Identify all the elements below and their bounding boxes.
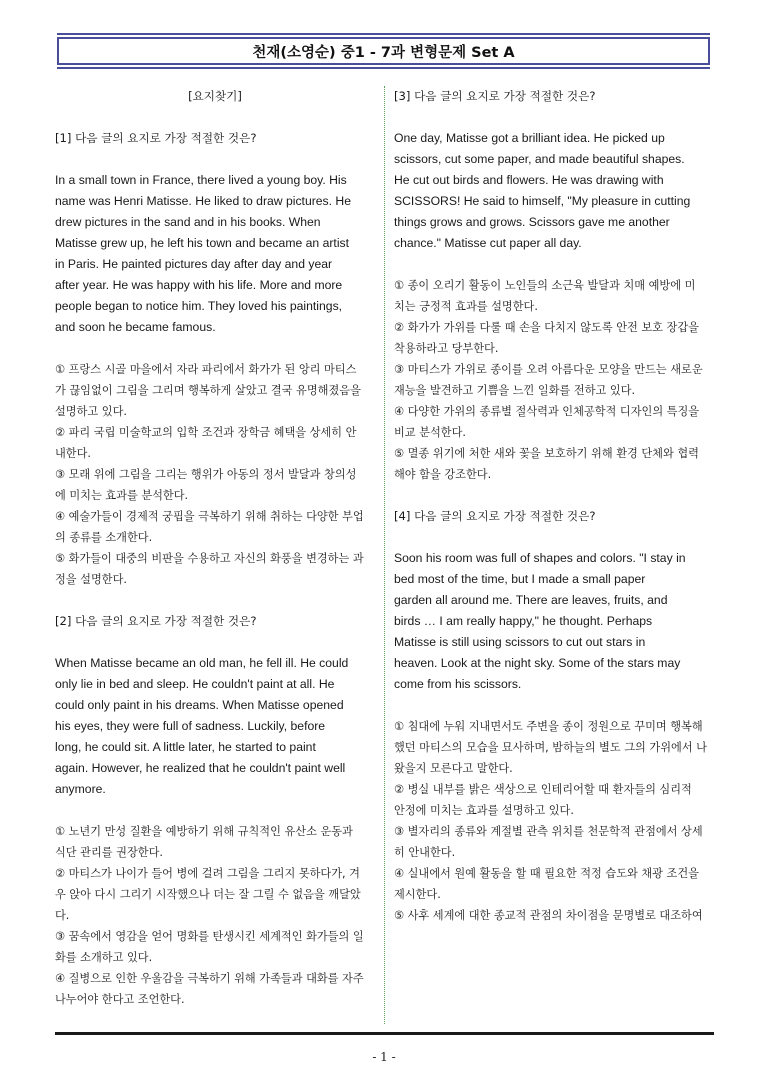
option-line: 가 끊임없이 그림을 그리며 행복하게 살았고 결국 유명해졌음을 <box>55 384 361 397</box>
question-3-options <box>394 275 714 485</box>
column-divider <box>384 86 385 1024</box>
passage-line: birds … I am really happy," he thought. Perhaps <box>394 614 653 628</box>
question-2-passage <box>55 653 375 800</box>
option-line: 화를 소개하고 있다. <box>55 951 153 964</box>
option-line: 했던 마티스의 모습을 묘사하며, 밤하늘의 별도 그의 가위에서 나 <box>394 741 707 754</box>
passage-line: long, he could sit. A little later, he started to paint <box>55 740 316 754</box>
option-line: ② 병실 내부를 밝은 색상으로 인테리어할 때 환자들의 심리적 <box>394 783 692 796</box>
option-line: ③ 모래 위에 그림을 그리는 행위가 아동의 정서 발달과 창의성 <box>55 468 357 481</box>
option-line: ⑤ 사후 세계에 대한 종교적 관점의 차이점을 문명별로 대조하여 <box>394 909 703 922</box>
passage-line: Soon his room was full of shapes and colors. "I stay in <box>394 551 686 565</box>
option-line: ④ 질병으로 인한 우울감을 극복하기 위해 가족들과 대화를 자주 <box>55 972 364 985</box>
question-4-passage <box>394 548 714 695</box>
option-line: 의 종류를 소개한다. <box>55 531 153 544</box>
passage-line: only lie in bed and sleep. He couldn't paint at all. He <box>55 677 335 691</box>
passage-line: again. However, he realized that he couldn't paint well <box>55 761 346 775</box>
question-1-options <box>55 359 375 590</box>
passage-line: Matisse is still using scissors to cut out stars in <box>394 635 646 649</box>
question-1-passage <box>55 170 375 338</box>
option-line: ④ 실내에서 원예 활동을 할 때 필요한 적정 습도와 채광 조건을 <box>394 867 699 880</box>
passage-line: anymore. <box>55 782 106 796</box>
option-line: 히 안내한다. <box>394 846 456 859</box>
option-line: ② 화가가 가위를 다룰 때 손을 다치지 않도록 안전 보호 장갑을 <box>394 321 699 334</box>
question-3-label: [3] 다음 글의 요지로 가장 적절한 것은? <box>394 89 596 103</box>
option-line: 치는 긍정적 효과를 설명한다. <box>394 300 538 313</box>
option-line: ① 노년기 만성 질환을 예방하기 위해 규칙적인 유산소 운동과 <box>55 825 353 838</box>
option-line: ③ 마티스가 가위로 종이를 오려 아름다운 모양을 만드는 새로운 <box>394 363 703 376</box>
option-line: ① 프랑스 시골 마을에서 자라 파리에서 화가가 된 앙리 마티스 <box>55 363 357 376</box>
option-line: ② 파리 국립 미술학교의 입학 조건과 장학금 혜택을 상세히 안 <box>55 426 357 439</box>
passage-line: Matisse grew up, he left his town and became an artist <box>55 236 350 250</box>
option-line: 착용하라고 당부한다. <box>394 342 499 355</box>
option-line: 다. <box>55 909 70 922</box>
option-line: 왔을지 모른다고 말한다. <box>394 762 513 775</box>
right-column <box>394 86 714 926</box>
option-line: ③ 꿈속에서 영감을 얻어 명화를 탄생시킨 세계적인 화가들의 일 <box>55 930 364 943</box>
passage-line: chance." Matisse cut paper all day. <box>394 236 582 250</box>
passage-line: after year. He was happy with his life. More and more <box>55 278 343 292</box>
option-line: ④ 예술가들이 경제적 궁핍을 극복하기 위해 취하는 다양한 부업 <box>55 510 364 523</box>
option-line: ⑤ 멸종 위기에 처한 새와 꽃을 보호하기 위해 환경 단체와 협력 <box>394 447 699 460</box>
passage-line: SCISSORS! He said to himself, "My pleasure in cutting <box>394 194 691 208</box>
option-line: 나누어야 한다고 조언한다. <box>55 993 185 1006</box>
option-line: 설명하고 있다. <box>55 405 127 418</box>
question-2-label: [2] 다음 글의 요지로 가장 적절한 것은? <box>55 614 257 628</box>
passage-line: In a small town in France, there lived a young boy. His <box>55 173 347 187</box>
passage-line: scissors, cut some paper, and made beautiful shapes. <box>394 152 685 166</box>
option-line: ① 종이 오리기 활동이 노인들의 소근육 발달과 치매 예방에 미 <box>394 279 696 292</box>
passage-line: could only paint in his dreams. When Matisse opened <box>55 698 344 712</box>
option-line: 재능을 발견하고 기쁨을 느낀 일화를 전하고 있다. <box>394 384 636 397</box>
option-line: ① 침대에 누워 지내면서도 주변을 종이 정원으로 꾸미며 행복해 <box>394 720 703 733</box>
option-line: 해야 함을 강조한다. <box>394 468 492 481</box>
page-title: 천재(소영순) 중1 - 7과 변형문제 Set A <box>252 44 515 61</box>
option-line: ④ 다양한 가위의 종류별 절삭력과 인체공학적 디자인의 특징을 <box>394 405 700 418</box>
footer-rule <box>55 1032 714 1035</box>
passage-line: drew pictures in the sand and in his books. When <box>55 215 321 229</box>
option-line: 비교 분석한다. <box>394 426 466 439</box>
option-line: ⑤ 화가들이 대중의 비판을 수용하고 자신의 화풍을 변경하는 과 <box>55 552 364 565</box>
passage-line: One day, Matisse got a brilliant idea. He picked up <box>394 131 665 145</box>
option-line: 제시한다. <box>394 888 441 901</box>
passage-line: people began to notice him. They loved his paintings, <box>55 299 343 313</box>
passage-line: He cut out birds and flowers. He was drawing with <box>394 173 664 187</box>
question-1-label: [1] 다음 글의 요지로 가장 적절한 것은? <box>55 131 257 145</box>
option-line: 우 앉아 다시 그리기 시작했으나 더는 잘 그릴 수 없음을 깨달았 <box>55 888 361 901</box>
question-4-label: [4] 다음 글의 요지로 가장 적절한 것은? <box>394 509 596 523</box>
passage-line: name was Henri Matisse. He liked to draw pictures. He <box>55 194 351 208</box>
passage-line: bed most of the time, but I made a small paper <box>394 572 646 586</box>
passage-line: come from his scissors. <box>394 677 522 691</box>
left-column <box>55 86 375 1010</box>
question-3-passage <box>394 128 714 254</box>
option-line: ③ 별자리의 종류와 계절별 관측 위치를 천문학적 관점에서 상세 <box>394 825 703 838</box>
option-line: 내한다. <box>55 447 91 460</box>
option-line: ② 마티스가 나이가 들어 병에 걸려 그림을 그리지 못하다가, 겨 <box>55 867 360 880</box>
question-2-options <box>55 821 375 1010</box>
passage-line: his eyes, they were full of sadness. Luckily, before <box>55 719 326 733</box>
passage-line: heaven. Look at the night sky. Some of the stars may <box>394 656 681 670</box>
passage-line: things grows and grows. Scissors gave me another <box>394 215 670 229</box>
option-line: 에 미치는 효과를 분석한다. <box>55 489 189 502</box>
section-heading: [요지찾기] <box>188 89 242 103</box>
title-banner <box>57 37 710 65</box>
passage-line: in Paris. He painted pictures day after day and year <box>55 257 333 271</box>
option-line: 안정에 미치는 효과를 설명하고 있다. <box>394 804 574 817</box>
option-line: 식단 관리를 권장한다. <box>55 846 163 859</box>
question-4-options <box>394 716 714 926</box>
passage-line: and soon he became famous. <box>55 320 216 334</box>
option-line: 정을 설명한다. <box>55 573 127 586</box>
page-number: - 1 - <box>372 1050 396 1064</box>
passage-line: garden all around me. There are leaves, fruits, and <box>394 593 668 607</box>
passage-line: When Matisse became an old man, he fell ill. He could <box>55 656 349 670</box>
